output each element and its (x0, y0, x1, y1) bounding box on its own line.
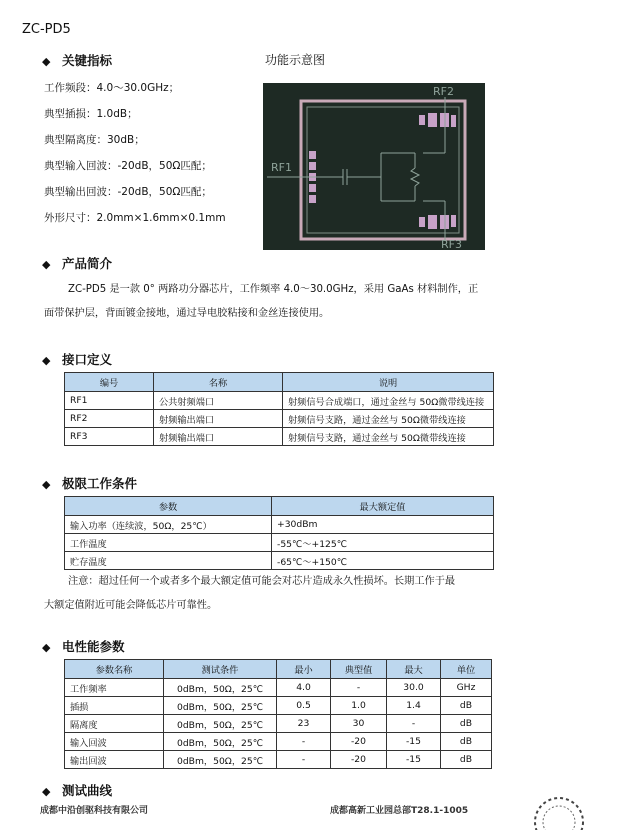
rf2-pad (419, 115, 425, 125)
cell: - (277, 733, 331, 751)
cell: 射频信号支路，通过金丝与 50Ω微带线连接 (283, 428, 494, 446)
limits-note-line-2: 大额定值附近可能会降低芯片可靠性。 (44, 600, 218, 611)
document-title: ZC-PD5 (22, 22, 71, 37)
electrical-heading-text: 电性能参数 (62, 639, 125, 654)
cell: 射频信号支路，通过金丝与 50Ω微带线连接 (283, 410, 494, 428)
cell: 0dBm，50Ω，25℃ (164, 697, 277, 715)
diamond-bullet-icon: ◆ (42, 478, 51, 491)
cell: dB (441, 715, 492, 733)
table-row (65, 392, 494, 410)
rf1-pad (309, 184, 316, 192)
limits-table (64, 496, 494, 570)
table-row (65, 715, 492, 733)
intro-line-1: ZC-PD5 是一款 0° 两路功分器芯片，工作频率 4.0～30.0GHz，采用 GaAs 材料制作，正 (68, 284, 479, 295)
col-header: 单位 (441, 660, 492, 679)
cell: 射频信号合成端口，通过金丝与 50Ω微带线连接 (283, 392, 494, 410)
cell: -15 (387, 751, 441, 769)
cell: 0dBm，50Ω，25℃ (164, 733, 277, 751)
interface-heading (42, 350, 112, 368)
cell: 4.0 (277, 679, 331, 697)
rf1-pad (309, 162, 316, 170)
cell: 30 (331, 715, 387, 733)
cell: -65℃～+150℃ (272, 552, 494, 570)
col-header: 说明 (283, 373, 494, 392)
diamond-bullet-icon: ◆ (42, 354, 51, 367)
spec-insertion-loss: 典型插损：1.0dB； (44, 108, 138, 120)
spec-output-return: 典型输出回波：-20dB，50Ω匹配； (44, 186, 212, 198)
cell: 插损 (65, 697, 164, 715)
cell: RF2 (65, 410, 154, 428)
diamond-bullet-icon: ◆ (42, 258, 51, 271)
col-header: 测试条件 (164, 660, 277, 679)
diamond-bullet-icon: ◆ (42, 641, 51, 654)
cell: +30dBm (272, 516, 494, 534)
rf2-pad (428, 113, 437, 127)
key-specs-heading-text: 关键指标 (62, 53, 113, 68)
table-row (65, 410, 494, 428)
cell: RF1 (65, 392, 154, 410)
cell: 输入回波 (65, 733, 164, 751)
table-row (65, 534, 494, 552)
rf1-label: RF1 (271, 161, 292, 174)
cell: - (387, 715, 441, 733)
cell: 0dBm，50Ω，25℃ (164, 751, 277, 769)
interface-table (64, 372, 494, 446)
cell: RF3 (65, 428, 154, 446)
cell: -55℃～+125℃ (272, 534, 494, 552)
curves-heading (42, 781, 112, 799)
col-header: 典型值 (331, 660, 387, 679)
cell: 贮存温度 (65, 552, 272, 570)
rf2-label: RF2 (433, 85, 454, 98)
cell: - (331, 679, 387, 697)
cell: 0dBm，50Ω，25℃ (164, 679, 277, 697)
footer-address: 成都高新工业园总部T28.1-1005 (330, 806, 469, 816)
cell: -20 (331, 751, 387, 769)
intro-line-2: 面带保护层，背面镀金接地，通过导电胶粘接和金丝连接使用。 (44, 308, 330, 319)
company-seal (524, 790, 594, 830)
cell: 输出回波 (65, 751, 164, 769)
cell: 隔离度 (65, 715, 164, 733)
table-row (65, 516, 494, 534)
electrical-table (64, 659, 492, 769)
cell: -20 (331, 733, 387, 751)
spec-dimensions: 外形尺寸：2.0mm×1.6mm×0.1mm (44, 212, 226, 224)
cell: 输入功率（连续波，50Ω，25℃） (65, 516, 272, 534)
col-header: 名称 (154, 373, 283, 392)
rf3-pad (451, 215, 456, 227)
rf3-pad (419, 217, 425, 227)
cell: GHz (441, 679, 492, 697)
spec-input-return: 典型输入回波：-20dB，50Ω匹配； (44, 160, 212, 172)
cell: 1.0 (331, 697, 387, 715)
table-row (65, 733, 492, 751)
table-row (65, 697, 492, 715)
col-header: 最大 (387, 660, 441, 679)
cell: 工作频率 (65, 679, 164, 697)
cell: dB (441, 697, 492, 715)
table-row (65, 428, 494, 446)
rf3-pad (428, 215, 437, 229)
diamond-bullet-icon: ◆ (42, 55, 51, 68)
curves-heading-text: 测试曲线 (62, 783, 113, 798)
diagram-heading: 功能示意图 (265, 53, 326, 67)
spec-frequency: 工作频段：4.0～30.0GHz； (44, 82, 180, 94)
diamond-bullet-icon: ◆ (42, 785, 51, 798)
cell: dB (441, 751, 492, 769)
limits-heading (42, 474, 137, 492)
col-header: 编号 (65, 373, 154, 392)
rf3-label: RF3 (441, 238, 462, 250)
seal-ring (535, 798, 583, 830)
cell: dB (441, 733, 492, 751)
interface-heading-text: 接口定义 (62, 352, 113, 367)
spec-isolation: 典型隔离度：30dB； (44, 134, 145, 146)
cell: - (277, 751, 331, 769)
rf2-pad (451, 115, 456, 127)
limits-note-line-1: 注意：超过任何一个或者多个最大额定值可能会对芯片造成永久性损坏。长期工作于最 (68, 576, 456, 587)
intro-heading (42, 254, 112, 272)
seal-svg (524, 790, 594, 830)
cell: 工作温度 (65, 534, 272, 552)
cell: -15 (387, 733, 441, 751)
rf1-pad (309, 195, 316, 203)
table-row (65, 679, 492, 697)
col-header: 参数 (65, 497, 272, 516)
cell: 0dBm，50Ω，25℃ (164, 715, 277, 733)
electrical-heading (42, 637, 125, 655)
resistor (411, 168, 419, 186)
cell: 射频输出端口 (154, 410, 283, 428)
functional-diagram (263, 83, 485, 250)
seal-inner-ring (543, 806, 575, 830)
cell: 射频输出端口 (154, 428, 283, 446)
cell: 30.0 (387, 679, 441, 697)
intro-heading-text: 产品简介 (62, 256, 113, 271)
table-row (65, 751, 492, 769)
diagram-svg (263, 83, 485, 250)
footer-company: 成都中沿创驱科技有限公司 (40, 806, 149, 816)
table-row (65, 552, 494, 570)
key-specs-heading (42, 51, 112, 69)
cell: 1.4 (387, 697, 441, 715)
col-header: 参数名称 (65, 660, 164, 679)
cell: 公共射频端口 (154, 392, 283, 410)
cell: 0.5 (277, 697, 331, 715)
rf1-pad (309, 151, 316, 159)
cell: 23 (277, 715, 331, 733)
col-header: 最大额定值 (272, 497, 494, 516)
limits-heading-text: 极限工作条件 (62, 476, 138, 491)
col-header: 最小 (277, 660, 331, 679)
